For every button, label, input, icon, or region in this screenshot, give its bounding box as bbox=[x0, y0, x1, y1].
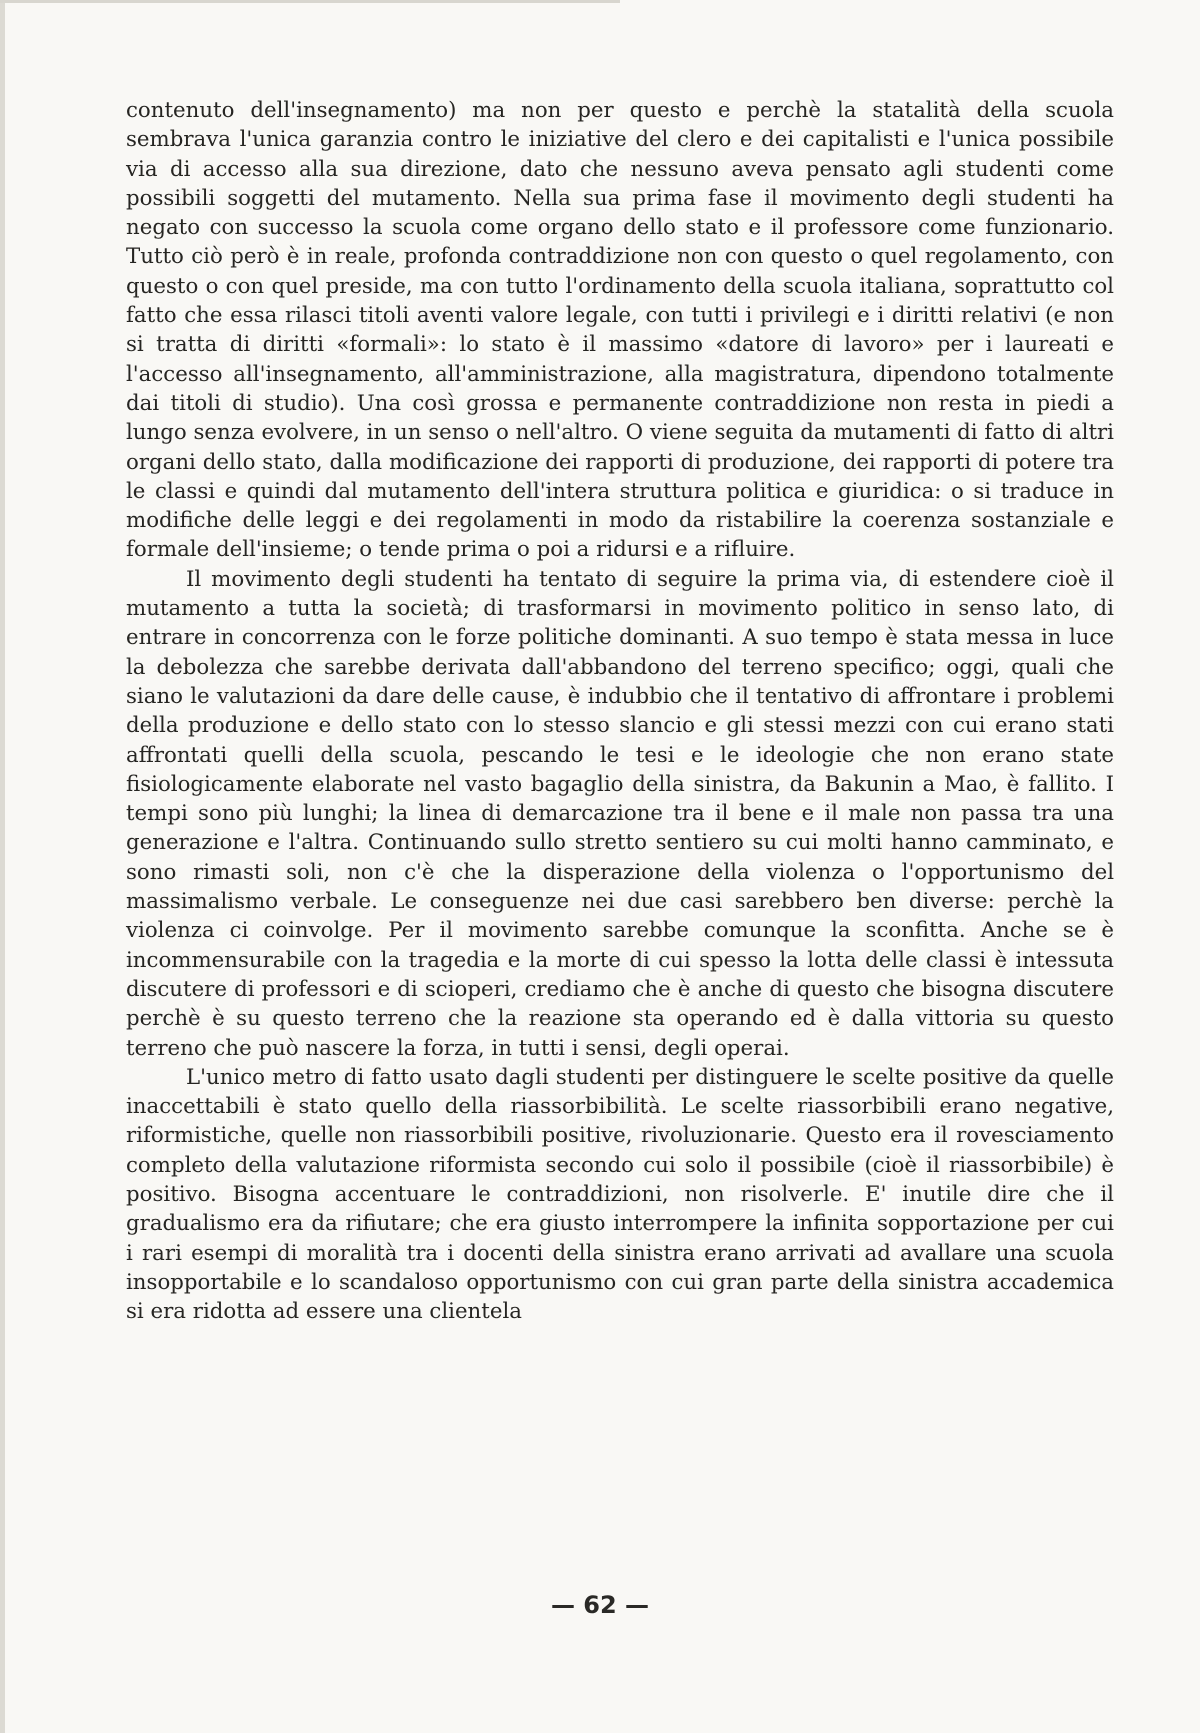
body-text bbox=[126, 96, 1114, 1326]
page-edge-shadow bbox=[0, 0, 5, 1733]
page-number: — 62 — bbox=[550, 1591, 650, 1619]
paragraph-reabsorbability: L'unico metro di fatto usato dagli studenti per distinguere le scelte positive da quelle inaccettabili è stato quello della riassorbibilità. Le scelte riassorbibili erano negative, riformistiche, quelle non riassorbibili positive, rivoluzionarie. Questo era il rovesciamento completo della valutazione riformista secondo cui solo il possibile (cioè il riassorbibile) è positivo. Bisogna accentuare le contraddizioni, non risolverle. E' inutile dire che il gradualismo era da rifiutare; che era giusto interrompere la infinita sopportazione per cui i rari esempi di moralità tra i docenti della sinistra erano arrivati ad avallare una scuola insopportabile e lo scandaloso opportunismo con cui gran parte della sinistra accademica si era ridotta ad essere una clientela bbox=[126, 1064, 1114, 1325]
paragraph-student-movement: Il movimento degli studenti ha tentato di seguire la prima via, di estendere cioè il mutamento a tutta la società; di trasformarsi in movimento politico in senso lato, di entrare in concorrenza con le forze politiche dominanti. A suo tempo è stata messa in luce la debolezza che sarebbe derivata dall'abbandono del terreno specifico; oggi, quali che siano le valutazioni da dare delle cause, è indubbio che il tentativo di affrontare i problemi della produzione e dello stato con lo stesso slancio e gli stessi mezzi con cui erano stati affrontati quelli della scuola, pescando le tesi e le ideologie che non erano state fisiologicamente elaborate nel vasto bagaglio della sinistra, da Bakunin a Mao, è fallito. I tempi sono più lunghi; la linea di demarcazione tra il bene e il male non passa tra una generazione e l'altra. Continuando sullo stretto sentiero su cui molti hanno camminato, e sono rimasti soli, non c'è che la disperazione della violenza o l'opportunismo del massimalismo verbale. Le conseguenze nei due casi sarebbero ben diverse: perchè la violenza ci coinvolge. Per il movimento sarebbe comunque la sconfitta. Anche se è incommensurabile con la tragedia e la morte di cui spesso la lotta delle classi è intessuta discutere di professori e di scioperi, crediamo che è anche di questo che bisogna discutere perchè è su questo terreno che la reazione sta operando ed è dalla vittoria su questo terreno che può nascere la forza, in tutti i sensi, degli operai. bbox=[126, 566, 1114, 1061]
paragraph-continuation: contenuto dell'insegnamento) ma non per questo e perchè la statalità della scuola sembrava l'unica garanzia contro le iniziative del clero e dei capitalisti e l'unica possibile via di accesso alla sua direzione, dato che nessuno aveva pensato agli studenti come possibili soggetti del mutamento. Nella sua prima fase il movimento degli studenti ha negato con successo la scuola come organo dello stato e il professore come funzionario. Tutto ciò però è in reale, profonda contraddizione non con questo o quel regolamento, con questo o con quel preside, ma con tutto l'ordinamento della scuola italiana, soprattutto col fatto che essa rilasci titoli aventi valore legale, con tutti i privilegi e i diritti relativi (e non si tratta di diritti «formali»: lo stato è il massimo «datore di lavoro» per i laureati e l'accesso all'insegnamento, all'amministrazione, alla magistratura, dipendono totalmente dai titoli di studio). Una così grossa e permanente contraddizione non resta in piedi a lungo senza evolvere, in un senso o nell'altro. O viene seguita da mutamenti di fatto di altri organi dello stato, dalla modificazione dei rapporti di produzione, dei rapporti di potere tra le classi e quindi dal mutamento dell'intera struttura politica e giuridica: o si traduce in modifiche delle leggi e dei regolamenti in modo da ristabilire la coerenza sostanziale e formale dell'insieme; o tende prima o poi a ridursi e a rifluire. bbox=[126, 98, 1114, 563]
page-top-edge bbox=[0, 0, 620, 3]
